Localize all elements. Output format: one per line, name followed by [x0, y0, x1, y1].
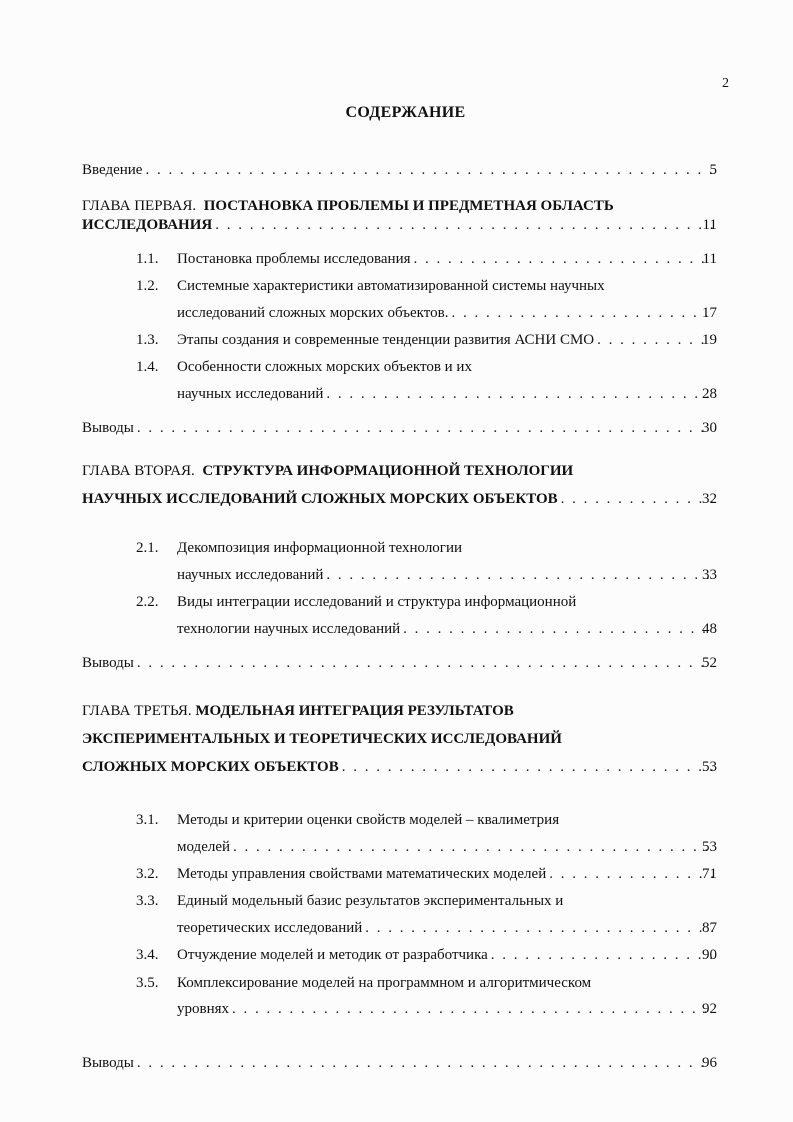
chapter-2-heading-line1	[82, 461, 573, 481]
chapter-3-title-line1: МОДЕЛЬНАЯ ИНТЕГРАЦИЯ РЕЗУЛЬТАТОВ	[195, 703, 514, 719]
section-title: Этапы создания и современные тенденции развития АСНИ СМО	[177, 332, 595, 348]
toc-entry-chapter-2-conclusions	[0, 653, 793, 673]
toc-entry-label: Введение	[82, 162, 143, 178]
toc-entry-section-3-1-line1	[0, 810, 793, 830]
leader-dots	[326, 384, 713, 404]
chapter-2-prefix: ГЛАВА ВТОРАЯ.	[82, 463, 195, 479]
toc-entry-section-1-4-line1	[0, 357, 793, 377]
leader-dots	[365, 918, 713, 938]
toc-page-number: 53	[702, 759, 717, 775]
section-number: 3.4.	[136, 947, 159, 963]
toc-page-number: 32	[702, 491, 717, 507]
chapter-1-title-line1: ПОСТАНОВКА ПРОБЛЕМЫ И ПРЕДМЕТНАЯ ОБЛАСТЬ	[203, 198, 614, 214]
toc-entry-section-3-3-line1	[0, 891, 793, 911]
toc-entry-section-3-1	[0, 837, 793, 857]
section-title-cont: исследований сложных морских объектов.	[177, 305, 449, 321]
toc-entry-section-3-5	[0, 999, 793, 1019]
toc-page-number: 5	[709, 162, 717, 178]
toc-page-number: 71	[702, 866, 717, 882]
chapter-3-title-line2: ЭКСПЕРИМЕНТАЛЬНЫХ И ТЕОРЕТИЧЕСКИХ ИССЛЕДОВАНИЙ	[82, 731, 562, 747]
toc-entry-section-3-3	[0, 918, 793, 938]
toc-entry-section-2-1	[0, 565, 793, 585]
leader-dots	[145, 160, 713, 180]
leader-dots	[326, 565, 713, 585]
section-number: 3.5.	[136, 975, 159, 991]
toc-entry-chapter-3	[0, 757, 793, 777]
toc-page-number: 17	[702, 305, 717, 321]
section-title: Виды интеграции исследований и структура информационной	[177, 594, 577, 610]
toc-entry-section-3-2	[0, 864, 793, 884]
chapter-2-title-line2: НАУЧНЫХ ИССЛЕДОВАНИЙ СЛОЖНЫХ МОРСКИХ ОБЪЕКТОВ	[82, 491, 558, 507]
leader-dots	[549, 864, 713, 884]
toc-entry-chapter-1-conclusions	[0, 418, 793, 438]
toc-entry-label: Выводы	[82, 655, 134, 671]
toc-entry-section-2-1-line1	[0, 538, 793, 558]
toc-entry-introduction	[0, 160, 793, 180]
toc-entry-section-1-1	[0, 249, 793, 269]
section-title: Системные характеристики автоматизированной системы научных	[177, 278, 605, 294]
section-title: Постановка проблемы исследования	[177, 251, 411, 267]
leader-dots	[233, 837, 713, 857]
toc-page-number: 33	[702, 567, 717, 583]
leader-dots	[597, 330, 713, 350]
toc-page-number: 90	[702, 947, 717, 963]
section-title-cont: теоретических исследований	[177, 920, 363, 936]
toc-entry-chapter-2	[0, 489, 793, 509]
section-number: 1.3.	[136, 332, 159, 348]
section-number: 1.2.	[136, 278, 159, 294]
leader-dots	[403, 619, 713, 639]
leader-dots	[491, 945, 713, 965]
section-number: 3.1.	[136, 812, 159, 828]
leader-dots	[137, 653, 713, 673]
leader-dots	[561, 489, 713, 509]
section-title: Декомпозиция информационной технологии	[177, 540, 463, 556]
section-title: Комплексирование моделей на программном и алгоритмическом	[177, 975, 592, 991]
toc-entry-chapter-3-conclusions	[0, 1053, 793, 1073]
section-number: 3.2.	[136, 866, 159, 882]
toc-page-number: 52	[702, 655, 717, 671]
toc-page-number: 87	[702, 920, 717, 936]
toc-page-number: 30	[702, 420, 717, 436]
chapter-1-title-line2: ИССЛЕДОВАНИЯ	[82, 217, 213, 233]
section-title: Единый модельный базис результатов экспериментальных и	[177, 893, 564, 909]
toc-page-number: 53	[702, 839, 717, 855]
section-title: Особенности сложных морских объектов и их	[177, 359, 472, 375]
section-title: Отчуждение моделей и методик от разработчика	[177, 947, 488, 963]
toc-entry-chapter-1	[0, 215, 793, 235]
toc-entry-section-2-2	[0, 619, 793, 639]
toc-entry-label: Выводы	[82, 420, 134, 436]
toc-entry-section-1-2	[0, 303, 793, 323]
toc-entry-label: Выводы	[82, 1055, 134, 1071]
leader-dots	[137, 418, 713, 438]
section-title-cont: моделей	[177, 839, 231, 855]
section-number: 1.4.	[136, 359, 159, 375]
toc-page-number: 28	[702, 386, 717, 402]
toc-entry-section-3-5-line1	[0, 973, 793, 993]
section-number: 2.2.	[136, 594, 159, 610]
toc-page-number: 48	[702, 621, 717, 637]
chapter-1-prefix: ГЛАВА ПЕРВАЯ.	[82, 198, 197, 214]
toc-page-number: 11	[702, 217, 717, 233]
leader-dots	[232, 999, 713, 1019]
chapter-3-title-line3: СЛОЖНЫХ МОРСКИХ ОБЪЕКТОВ	[82, 759, 339, 775]
toc-entry-section-1-3	[0, 330, 793, 350]
page-number: 2	[722, 76, 729, 91]
section-title-cont: технологии научных исследований	[177, 621, 401, 637]
toc-entry-section-1-2-line1	[0, 276, 793, 296]
chapter-2-title-line1: СТРУКТУРА ИНФОРМАЦИОННОЙ ТЕХНОЛОГИИ	[202, 463, 574, 479]
section-number: 2.1.	[136, 540, 159, 556]
leader-dots	[137, 1053, 713, 1073]
leader-dots	[414, 249, 713, 269]
chapter-3-prefix: ГЛАВА ТРЕТЬЯ.	[82, 703, 192, 719]
leader-dots	[451, 303, 713, 323]
toc-page-number: 19	[702, 332, 717, 348]
section-number: 1.1.	[136, 251, 159, 267]
section-title: Методы и критерии оценки свойств моделей – квалиметрия	[177, 812, 560, 828]
toc-page-number: 11	[702, 251, 717, 267]
toc-entry-section-3-4	[0, 945, 793, 965]
toc-page-number: 92	[702, 1001, 717, 1017]
leader-dots	[342, 757, 713, 777]
chapter-3-heading-line1	[82, 701, 514, 721]
toc-entry-section-1-4	[0, 384, 793, 404]
page-title: СОДЕРЖАНИЕ	[345, 104, 466, 121]
toc-page-number: 96	[702, 1055, 717, 1071]
chapter-1-heading-line1	[82, 196, 614, 216]
section-number: 3.3.	[136, 893, 159, 909]
section-title-cont: научных исследований	[177, 386, 324, 402]
toc-entry-section-2-2-line1	[0, 592, 793, 612]
section-title-cont: уровнях	[177, 1001, 230, 1017]
section-title-cont: научных исследований	[177, 567, 324, 583]
section-title: Методы управления свойствами математических моделей	[177, 866, 547, 882]
leader-dots	[215, 215, 713, 235]
